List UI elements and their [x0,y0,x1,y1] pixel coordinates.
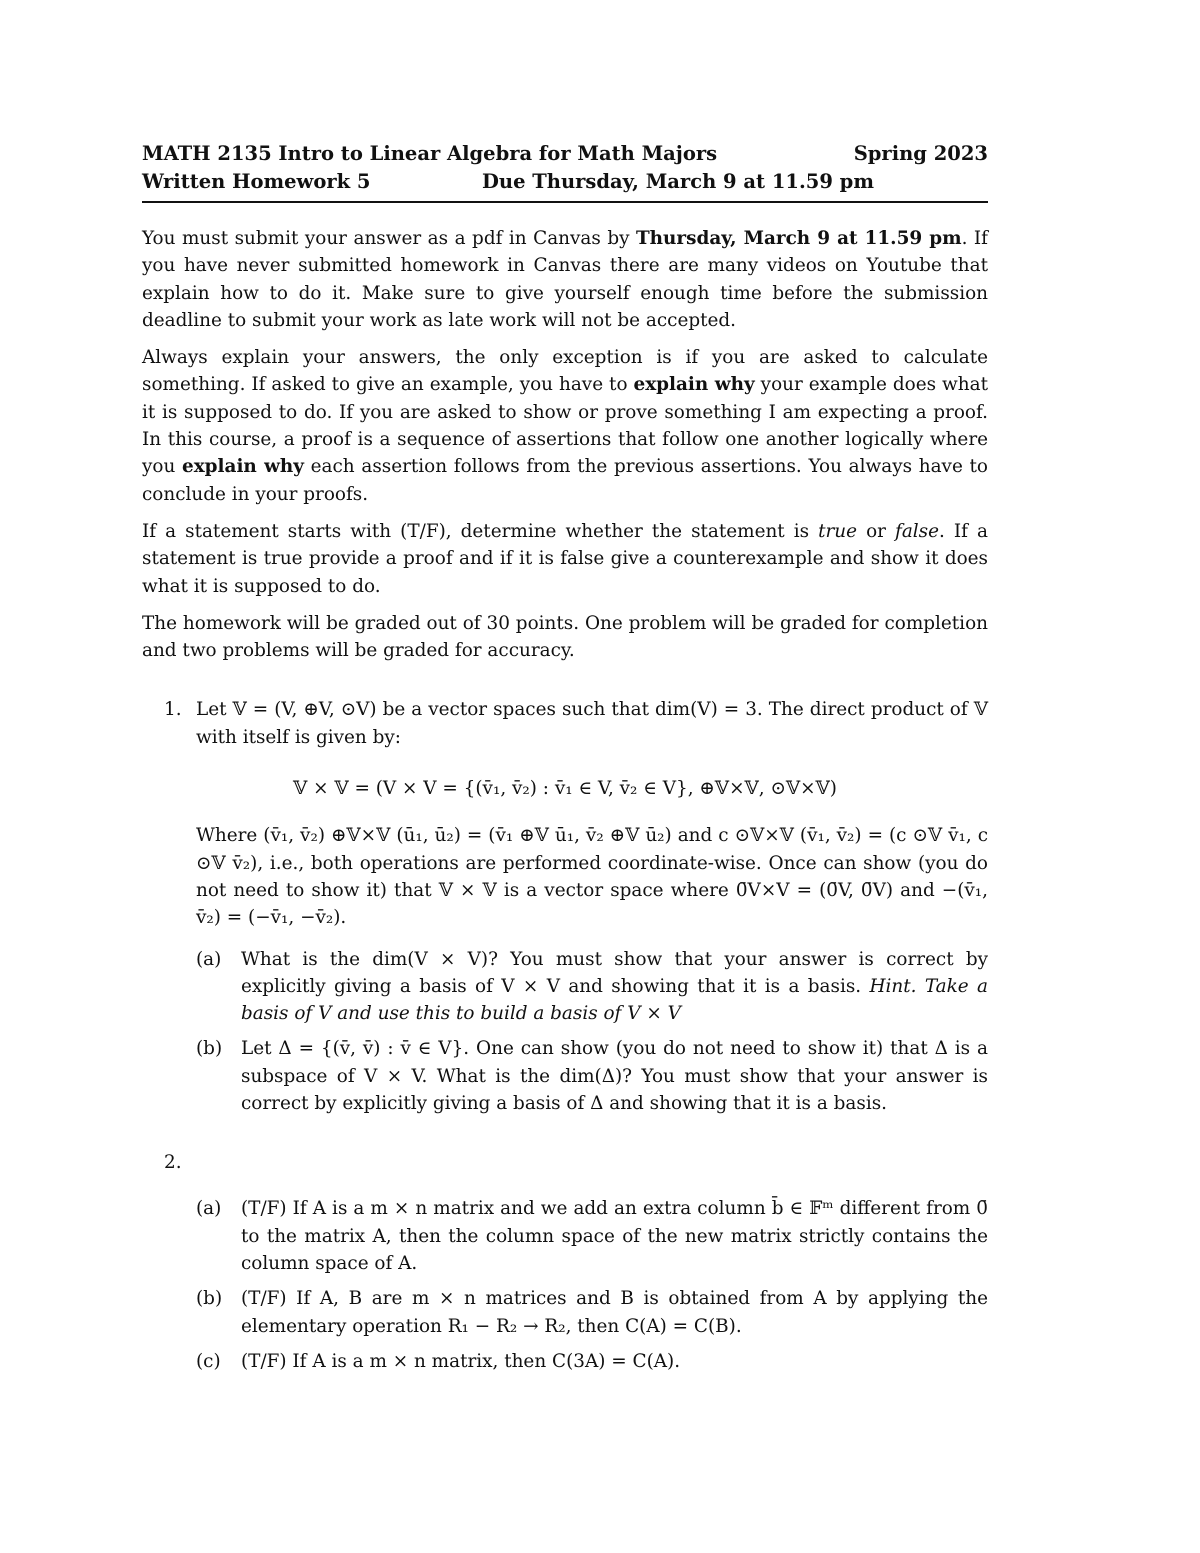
instructions-paragraph-2 [142,344,988,508]
part-text [241,946,988,1028]
p3-false: false [895,520,939,542]
due-date: Due Thursday, March 9 at 11.59 pm [482,170,874,193]
p1-deadline: Thursday, March 9 at 11.59 pm [636,228,962,249]
part-a-question: What is the dim(V × V)? You must show that your answer is correct by explicitly giving a basis of V × V and showing that it is a basis. [241,948,988,997]
p3-or: or [857,520,896,542]
header-row-1 [142,140,988,168]
header-rule [142,201,988,203]
part-text: (T/F) If A, B are m × n matrices and B is obtained from A by applying the elementary operation R₁ − R₂ → R₂, then C(A) = C(B). [241,1288,988,1337]
p2-emphasis-1: explain why [633,374,755,396]
problem-2 [142,1149,988,1375]
part-text: (T/F) If A is a m × n matrix, then C(3A) = C(A). [241,1350,681,1372]
assignment-title: Written Homework 5 [142,170,371,193]
part-label: (b) [196,1038,223,1060]
instructions-paragraph-3 [142,518,988,600]
problem-2-part-b [196,1285,988,1340]
problem-2-part-c [196,1348,988,1375]
p3-text-a: If a statement starts with (T/F), determine whether the statement is [142,520,819,542]
part-a-hint: Hint. Take a basis of V and use this to build a basis of V × V [241,975,988,1025]
problem-2-spacer [196,1149,988,1187]
p2-text-a: Always explain your answers, the only exception is if you are asked to calculate something. If asked to give an example, you have to [142,347,988,396]
problem-2-part-a [196,1195,988,1277]
part-label: (b) [196,1288,223,1310]
homework-page [142,140,988,1375]
p2-text-b: your example does what it is supposed to do. If you are asked to show or prove something I am expecting a proof. In this course, a proof is a sequence of assertions that follow one another logically where you [142,374,988,478]
part-label: (c) [196,1350,221,1372]
part-label: (a) [196,948,222,970]
problem-1-intro: Let 𝕍 = (V, ⊕V, ⊙V) be a vector spaces such that dim(V) = 3. The direct product of 𝕍 with itself is given by: [196,699,988,748]
direct-product-equation: 𝕍 × 𝕍 = (V × V = {(v̄₁, v̄₂) : v̄₁ ∈ V, v̄₂ ∈ V}, ⊕𝕍×𝕍, ⊙𝕍×𝕍) [293,778,837,800]
p1-text-a: You must submit your answer as a pdf in Canvas by [142,228,636,249]
p2-emphasis-2: explain why [182,456,304,478]
problem-1-part-a [196,946,988,1028]
document-header [142,140,988,203]
header-row-2 [142,168,988,196]
p3-true: true [818,520,858,542]
p3-text-b: . If a statement is true provide a proof and if it is false give a counterexample and show it does what it is supposed to do. [142,520,988,597]
p2-text-c: each assertion follows from the previous assertions. You always have to conclude in your proofs. [142,456,988,505]
problem-1 [142,696,988,1117]
term: Spring 2023 [853,142,988,165]
problem-number: 2. [164,1152,182,1174]
part-text: (T/F) If A is a m × n matrix and we add an extra column b̄ ∈ 𝔽ᵐ different from 0̄ to the matrix A, then the column space of the new matrix strictly contains the column space of A. [241,1198,988,1274]
p1-text-b: . If you have never submitted homework in Canvas there are many videos on Youtube that explain how to do it. Make sure to give yourself enough time before the submission deadline to submit your work as late work will not be accepted. [142,228,988,331]
problem-1-operations: Where (v̄₁, v̄₂) ⊕𝕍×𝕍 (ū₁, ū₂) = (v̄₁ ⊕𝕍 ū₁, v̄₂ ⊕𝕍 ū₂) and c ⊙𝕍×𝕍 (v̄₁, v̄₂) = (c ⊙𝕍 v̄₁, c ⊙𝕍 v̄₂), i.e., both operations are performed coordinate-wise. Once can show (you do not need to show it) that 𝕍 × 𝕍 is a vector space where 0̄V×V = (0̄V, 0̄V) and −(v̄₁, v̄₂) = (−v̄₁, −v̄₂). [196,825,988,929]
instructions-paragraph-1 [142,225,988,334]
course-title: MATH 2135 Intro to Linear Algebra for Math Majors [142,142,718,165]
part-label: (a) [196,1198,222,1220]
part-text: Let Δ = {(v̄, v̄) : v̄ ∈ V}. One can show (you do not need to show it) that Δ is a subspace of V × V. What is the dim(Δ)? You must show that your answer is correct by explicitly giving a basis of Δ and showing that it is a basis. [241,1038,988,1115]
problem-number: 1. [164,699,182,721]
problem-1-part-b [196,1035,988,1117]
instructions-paragraph-4: The homework will be graded out of 30 points. One problem will be graded for completion and two problems will be graded for accuracy. [142,612,988,662]
